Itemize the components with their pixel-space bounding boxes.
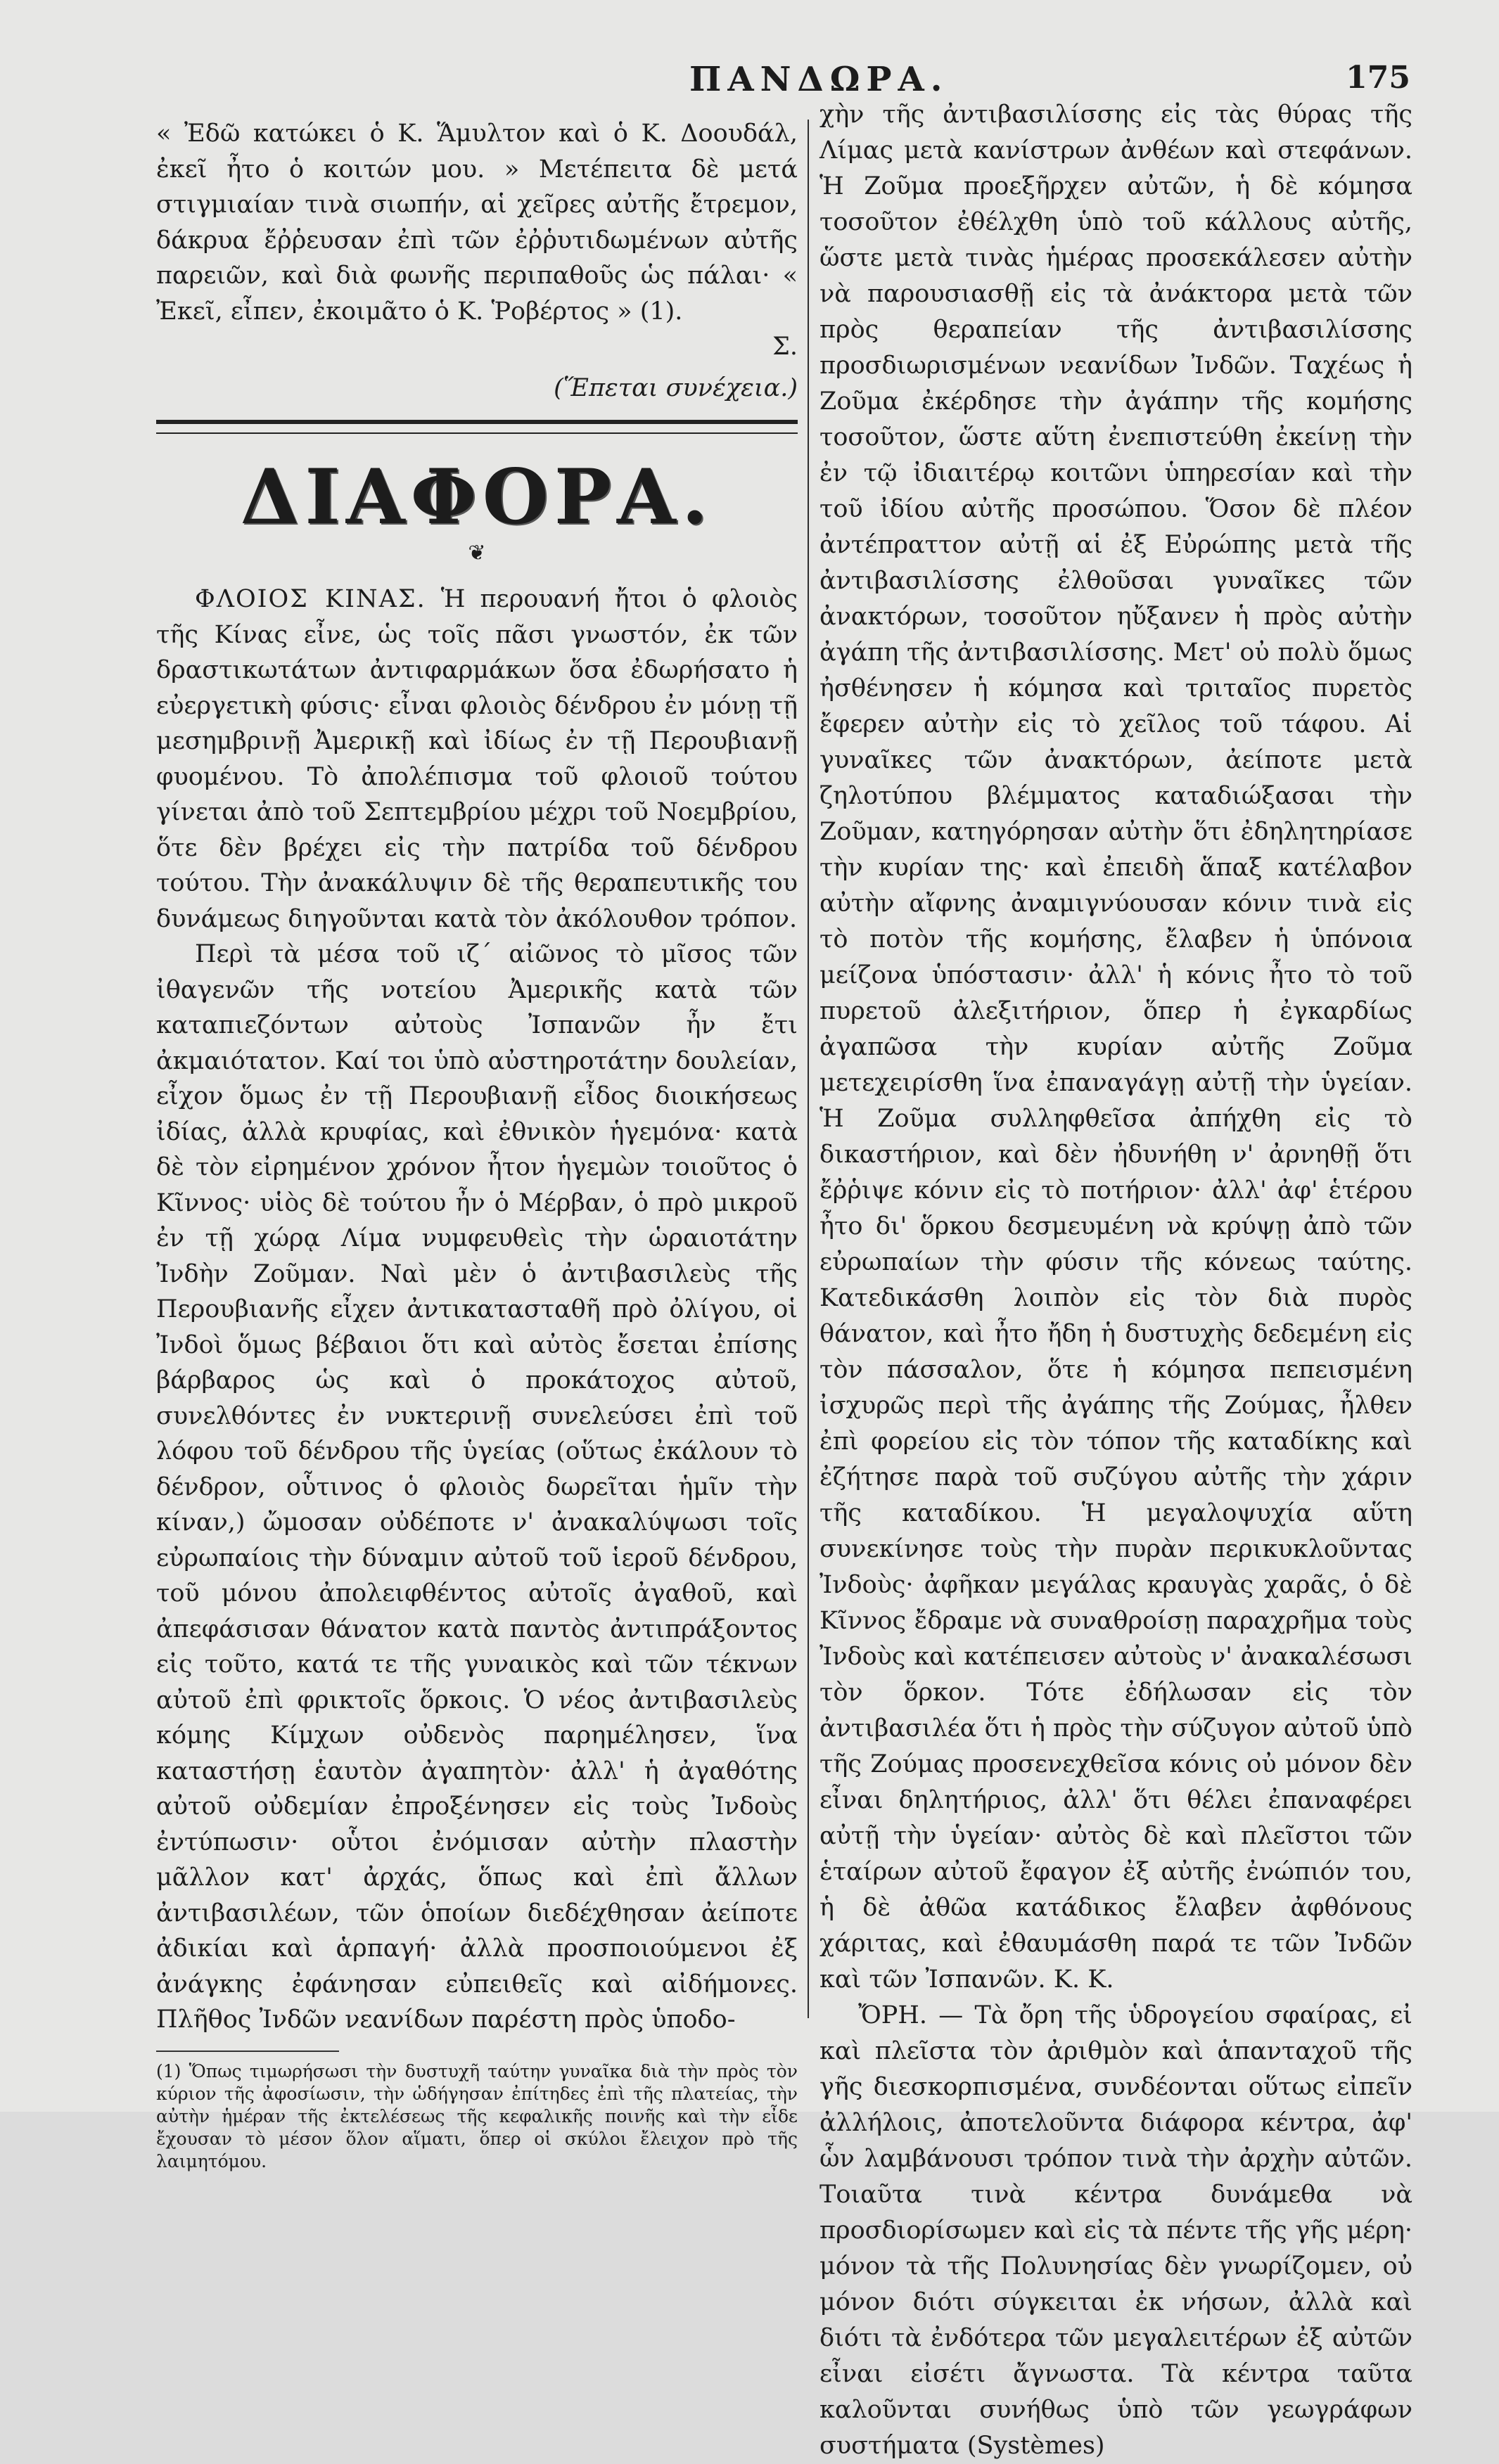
left-column xyxy=(156,116,798,2173)
page-number: 175 xyxy=(1346,60,1410,96)
article-text: Ἡ περουανή ἤτοι ὁ φλοιὸς τῆς Κίνας εἶνε, ὡς τοῖς πᾶσι γνωστόν, ἐκ τῶν δραστικωτάτων ἀντιφαρμάκων ὅσα ἐδωρήσατο ἡ εὐεργετικὴ φύσις· εἶναι φλοιὸς δένδρου ἐν μόνῃ τῇ μεσημβρινῇ Ἀμερικῇ καὶ ἰδίως ἐν τῇ Περουβιανῇ φυομένου. Τὸ ἀπολέπισμα τοῦ φλοιοῦ τούτου γίνεται ἀπὸ τοῦ Σεπτεμβρίου μέχρι τοῦ Νοεμβρίου, ὅτε δὲν βρέχει εἰς τὴν πατρίδα τοῦ δένδρου τούτου. Τὴν ἀνακάλυψιν δὲ τῆς θεραπευτικῆς του δυνάμεως διηγοῦνται κατὰ τὸν ἀκόλουθον τρόπον. xyxy=(156,585,798,933)
article-paragraph xyxy=(156,582,798,937)
running-title: ΠΑΝΔΩΡΑ. xyxy=(689,60,949,99)
article-heading: ΦΛΟΙΟΣ ΚΙΝΑΣ. xyxy=(195,585,426,613)
article-paragraph xyxy=(819,97,1412,1998)
article-text: χὴν τῆς ἀντιβασιλίσσης εἰς τὰς θύρας τῆς Λίμας μετὰ κανίστρων ἀνθέων καὶ στεφάνων. Ἡ Ζοῦμα προεξῆρχεν αὐτῶν, ἡ δὲ κόμησα τοσοῦτον ἐθέλχθη ὑπὸ τοῦ κάλλους αὐτῆς, ὥστε μετὰ τινὰς ἡμέρας προσεκάλεσεν αὐτὴν νὰ παρουσιασθῇ εἰς τὰ ἀνάκτορα μετὰ τῶν πρὸς θεραπείαν τῆς ἀντιβασιλίσσης προσδιωρισμένων νεανίδων Ἰνδῶν. Ταχέως ἡ Ζοῦμα ἐκέρδησε τὴν ἀγάπην τῆς κομήσης τοσοῦτον, ὥστε αὕτη ἐνεπιστεύθη ἐκείνῃ τὴν ἐν τῷ ἰδιαιτέρῳ κοιτῶνι ὑπηρεσίαν καὶ τὴν τοῦ ἰδίου αὐτῆς προσώπου. Ὅσον δὲ πλέον ἀντέπραττον αὐτῇ αἱ ἐξ Εὐρώπης μετὰ τῆς ἀντιβασιλίσσης ἐλθοῦσαι γυναῖκες τῶν ἀνακτόρων, τοσοῦτον ηὔξανεν ἡ πρὸς αὐτὴν ἀγάπη τῆς ἀντιβασιλίσσης. Μετ' οὐ πολὺ ὅμως ἠσθένησεν ἡ κόμησα καὶ τριταῖος πυρετὸς ἔφερεν αὐτὴν εἰς τὸ χεῖλος τοῦ τάφου. Αἱ γυναῖκες τῶν ἀνακτόρων, ἀείποτε μετὰ ζηλοτύπου βλέμματος καταδιώξασαι τὴν Ζοῦμαν, κατηγόρησαν αὐτὴν ὅτι ἐδηλητηρίασε τὴν κυρίαν της· καὶ ἐπειδὴ ἅπαξ κατέλαβον αὐτὴν αἴφνης ἀναμιγνύουσαν κόνιν τινὰ εἰς τὸ ποτὸν τῆς κομήσης, ἔλαβεν ἡ ὑπόνοια μείζονα ὑπόστασιν· ἀλλ' ἡ κόνις ἦτο τὸ τοῦ πυρετοῦ ἀλεξιτήριον, ὅπερ ἡ ἐγκαρδίως ἀγαπῶσα τὴν κυρίαν αὐτῆς Ζοῦμα μετεχειρίσθη ἵνα ἐπαναγάγῃ αὐτῇ τὴν ὑγείαν. Ἡ Ζοῦμα συλληφθεῖσα ἀπήχθη εἰς τὸ δικαστήριον, καὶ δὲν ἠδυνήθη ν' ἀρνηθῇ ὅτι ἔῤῥιψε κόνιν εἰς τὸ ποτήριον· ἀλλ' ἀφ' ἑτέρου ἦτο δι' ὅρκου δεσμευμένη νὰ κρύψῃ ἀπὸ τῶν εὐρωπαίων τὴν φύσιν τῆς κόνεως ταύτης. Κατεδικάσθη λοιπὸν εἰς τὸν διὰ πυρὸς θάνατον, καὶ ἦτο ἤδη ἡ δυστυχὴς δεδεμένη εἰς τὸν πάσσαλον, ὅτε ἡ κόμησα πεπεισμένη ἰσχυρῶς περὶ τῆς ἀγάπης τῆς Ζούμας, ἦλθεν ἐπὶ φορείου εἰς τὸν τόπον τῆς καταδίκης καὶ ἐζήτησε παρὰ τοῦ συζύγου αὐτῆς τὴν χάριν τῆς καταδίκου. Ἡ μεγαλοψυχία αὕτη συνεκίνησε τοὺς τὴν πυρὰν περικυκλοῦντας Ἰνδοὺς· ἀφῆκαν μεγάλας κραυγὰς χαρᾶς, ὁ δὲ Κῖννος ἔδραμε νὰ συναθροίσῃ παραχρῆμα τοὺς Ἰνδοὺς καὶ κατέπεισεν αὐτοὺς ν' ἀνακαλέσωσι τὸν ὅρκον. Τότε ἐδήλωσαν εἰς τὸν ἀντιβασιλέα ὅτι ἡ πρὸς τὴν σύζυγον αὐτοῦ ὑπὸ τῆς Ζούμας προσενεχθεῖσα κόνις οὐ μόνον δὲν εἶναι δηλητήριος, ἀλλ' ὅτι θέλει ἐπαναφέρει αὐτῇ τὴν ὑγείαν· αὐτὸς δὲ καὶ πλεῖστοι τῶν ἑταίρων αὐτοῦ ἔφαγον ἐξ αὐτῆς ἐνώπιόν του, ἡ δὲ ἀθῶα κατάδικος ἔλαβεν ἀφθόνους χάριτας, καὶ ἐθαυμάσθη παρά τε τῶν Ἰνδῶν καὶ τῶν Ἰσπανῶν. xyxy=(819,101,1412,1994)
footnote: (1) Ὅπως τιμωρήσωσι τὴν δυστυχῆ ταύτην γυναῖκα διὰ τὴν πρὸς τὸν κύριον τῆς ἀφοσίωσιν, τὴν ὡδήγησαν ἐπίτηδες ἐπὶ τῆς πλατείας, τὴν αὐτὴν ἡμέραν τῆς ἐκτελέσεως τῆς κεφαλικῆς ποινῆς καὶ τὴν εἶδε ἔχουσαν τὸ μέσον ὅλον αἵματι, ὅπερ οἱ σκύλοι ἔλειχον πρὸ τῆς λαιμητόμου. xyxy=(156,2060,798,2171)
continuation-paragraph: « Ἐδῶ κατώκει ὁ Κ. Ἅμυλτον καὶ ὁ Κ. Δοουδάλ, ἐκεῖ ἦτο ὁ κοιτών μου. » Μετέπειτα δὲ μετά στιγμιαίαν τινὰ σιωπήν, αἱ χεῖρες αὐτῆς ἔτρεμον, δάκρυα ἔῤῥευσαν ἐπὶ τῶν ἐῤῥυτιδωμένων αὐτῆς παρειῶν, καὶ διὰ φωνῆς περιπαθοῦς ὡς πάλαι· « Ἐκεῖ, εἶπεν, ἐκοιμᾶτο ὁ Κ. Ῥοβέρτος » (1). xyxy=(156,120,798,326)
column-rule xyxy=(808,120,809,2018)
article-paragraph: ὌΡΗ. — Τὰ ὄρη τῆς ὑδρογείου σφαίρας, εἰ καὶ πλεῖστα τὸν ἀριθμὸν καὶ ἁπανταχοῦ τῆς γῆς διεσκορπισμένα, συνδέονται οὕτως εἰπεῖν ἀλλήλοις, ἀποτελοῦντα διάφορα κέντρα, ἀφ' ὧν λαμβάνουσι τρόπον τινὰ τὴν ἀρχὴν αὐτῶν. Τοιαῦτα τινὰ κέντρα δυνάμεθα νὰ προσδιορίσωμεν καὶ εἰς τὰ πέντε τῆς γῆς μέρη· μόνον τὰ τῆς Πολυνησίας δὲν γνωρίζομεν, οὐ μόνον διότι σύγκειται ἐκ νήσων, ἀλλὰ καὶ διότι τὰ ἐνδότερα τῶν μεγαλειτέρων ἐξ αὐτῶν εἶναι εἰσέτι ἄγνωστα. Τὰ κέντρα ταῦτα καλοῦνται συνήθως ὑπὸ τῶν γεωγράφων συστήματα (Systèmes) xyxy=(819,2001,1412,2460)
section-divider xyxy=(156,420,798,434)
section-title: ΔΙΑΦΟΡΑ. xyxy=(240,453,714,541)
ornament-icon: ❦ xyxy=(468,541,486,565)
footnote-rule xyxy=(156,2051,339,2052)
to-be-continued: (Ἕπεται συνέχεια.) xyxy=(554,373,798,402)
article-signature: Κ. Κ. xyxy=(1053,1965,1114,1994)
article-paragraph: Περὶ τὰ μέσα τοῦ ιζ΄ αἰῶνος τὸ μῖσος τῶν ἰθαγενῶν τῆς νοτείου Ἀμερικῆς κατὰ τῶν καταπιεζόντων αὐτοὺς Ἰσπανῶν ἦν ἔτι ἀκμαιότατον. Καί τοι ὑπὸ αὐστηροτάτην δουλείαν, εἶχον ὅμως ἐν τῇ Περουβιανῇ εἶδος διοικήσεως ἰδίας, ἀλλὰ κρυφίας, καὶ ἐθνικὸν ἡγεμόνα· κατὰ δὲ τὸν εἰρημένον χρόνον ἦτον ἡγεμὼν τοιοῦτος ὁ Κῖννος· υἱὸς δὲ τούτου ἦν ὁ Μέρβαν, ὁ πρὸ μικροῦ ἐν τῇ χώρᾳ Λίμα νυμφευθεὶς τὴν ὡραιοτάτην Ἰνδὴν Ζοῦμαν. Ναὶ μὲν ὁ ἀντιβασιλεὺς τῆς Περουβιανῆς εἶχεν ἀντικατασταθῆ πρὸ ὀλίγου, οἱ Ἰνδοὶ ὅμως βέβαιοι ὅτι καὶ αὐτὸς ἔσεται ἐπίσης βάρβαρος ὡς καὶ ὁ προκάτοχος αὐτοῦ, συνελθόντες ἐν νυκτερινῇ συνελεύσει ἐπὶ τοῦ λόφου τοῦ δένδρου τῆς ὑγείας (οὕτως ἐκάλουν τὸ δένδρον, οὗτινος ὁ φλοιὸς δωρεῖται ἡμῖν τὴν κίναν,) ὤμοσαν οὐδέποτε ν' ἀνακαλύψωσι τοῖς εὐρωπαίοις τὴν δύναμιν αὐτοῦ τοῦ ἱεροῦ δένδρου, τοῦ μόνου ἀπολειφθέντος αὐτοῖς ἀγαθοῦ, καὶ ἀπεφάσισαν θάνατον κατὰ παντὸς ἀντιπράξοντος εἰς τοῦτο, κατά τε τῆς γυναικὸς καὶ τῶν τέκνων αὐτοῦ ἐπὶ φρικτοῖς ὅρκοις. Ὁ νέος ἀντιβασιλεὺς κόμης Κίμχων οὐδενὸς παρημέλησεν, ἵνα καταστήσῃ ἑαυτὸν ἀγαπητὸν· ἀλλ' ἡ ἀγαθότης αὐτοῦ οὐδεμίαν ἐπροξένησεν εἰς τοὺς Ἰνδοὺς ἐντύπωσιν· οὗτοι ἐνόμισαν αὐτὴν πλαστὴν μᾶλλον κατ' ἀρχάς, ὅπως καὶ ἐπὶ ἄλλων ἀντιβασιλέων, τῶν ὁποίων διεδέχθησαν ἀείποτε ἀδικίαι καὶ ἁρπαγή· ἀλλὰ προσποιούμενοι ἐξ ἀνάγκης ἐφάνησαν εὐπειθεῖς καὶ αἰδήμονες. Πλῆθος Ἰνδῶν νεανίδων παρέστη πρὸς ὑποδο- xyxy=(156,940,798,2034)
right-column xyxy=(819,97,1412,2464)
signature: Σ. xyxy=(772,333,798,361)
